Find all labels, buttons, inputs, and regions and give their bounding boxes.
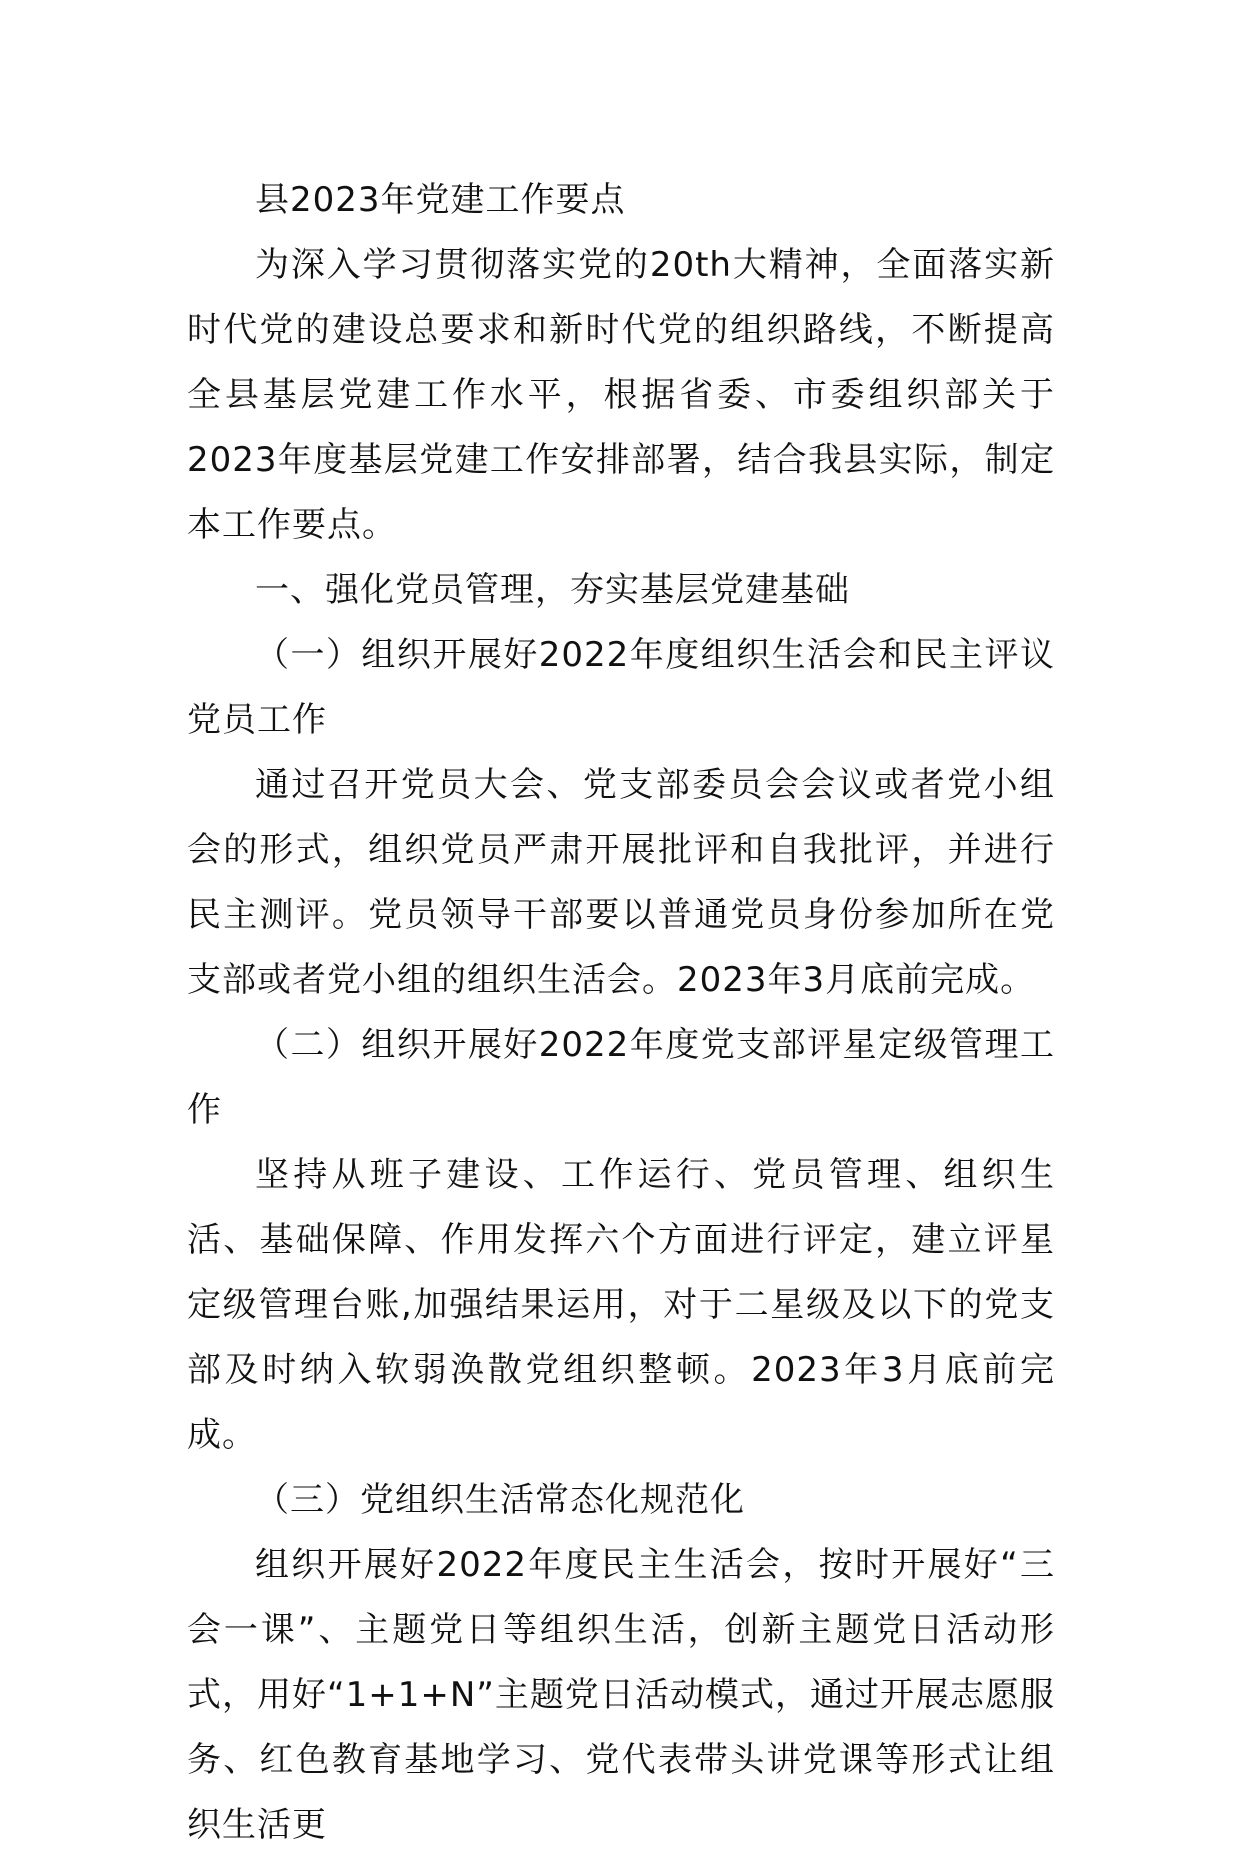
body-paragraph: 坚持从班子建设、工作运行、党员管理、组织生活、基础保障、作用发挥六个方面进行评定，建立评星定级管理台账,加强结果运用，对于二星级及以下的党支部及时纳入软弱涣散党组织整顿。2023年3月底前完成。	[187, 1155, 1055, 1455]
body-paragraph: 通过召开党员大会、党支部委员会会议或者党小组会的形式，组织党员严肃开展批评和自我批评，并进行民主测评。党员领导干部要以普通党员身份参加所在党支部或者党小组的组织生活会。2023年3月底前完成。	[187, 765, 1055, 1000]
subsection-heading: （一）组织开展好2022年度组织生活会和民主评议党员工作	[187, 635, 1055, 740]
subsection-heading: （三）党组织生活常态化规范化	[255, 1480, 745, 1520]
intro-paragraph: 为深入学习贯彻落实党的20th大精神，全面落实新时代党的建设总要求和新时代党的组织路线，不断提高全县基层党建工作水平，根据省委、市委组织部关于2023年度基层党建工作安排部署，结合我县实际，制定本工作要点。	[187, 245, 1055, 545]
body-paragraph: 组织开展好2022年度民主生活会，按时开展好“三会一课”、主题党日等组织生活，创新主题党日活动形式，用好“1+1+N”主题党日活动模式，通过开展志愿服务、红色教育基地学习、党代表带头讲党课等形式让组织生活更	[187, 1545, 1055, 1845]
document-body	[187, 168, 1055, 1858]
document-title: 县2023年党建工作要点	[255, 180, 626, 220]
section-heading: 一、强化党员管理，夯实基层党建基础	[255, 570, 850, 610]
subsection-heading: （二）组织开展好2022年度党支部评星定级管理工作	[187, 1025, 1055, 1130]
